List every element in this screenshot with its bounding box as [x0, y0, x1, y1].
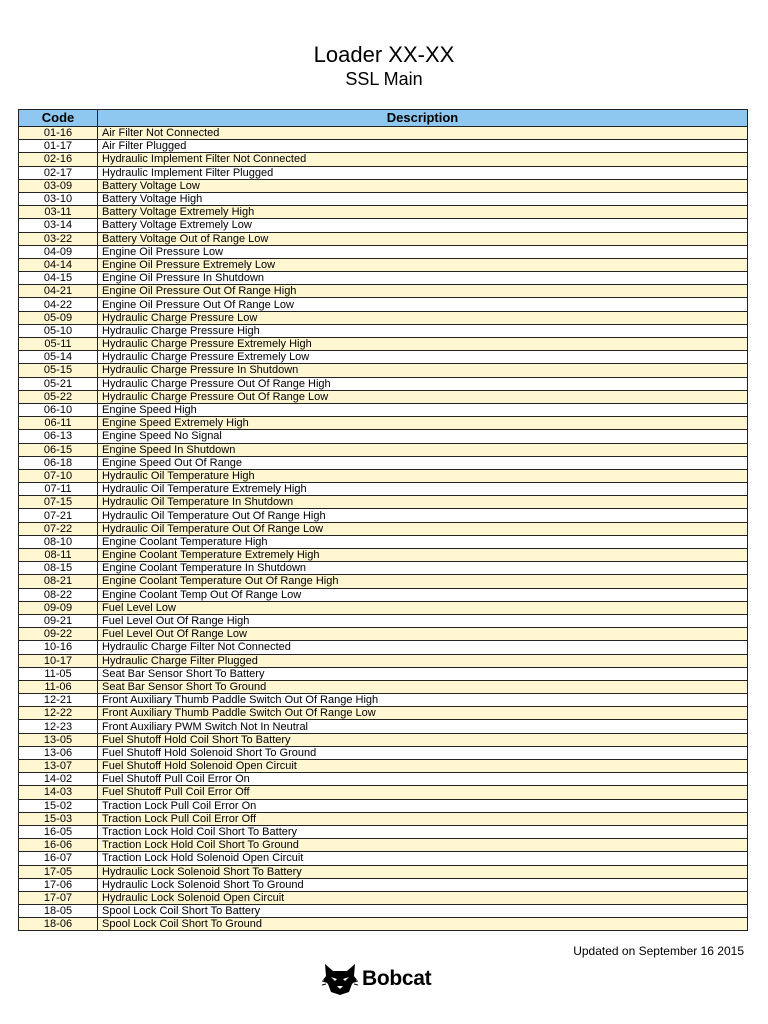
cell-code: 08-15 [19, 562, 98, 575]
cell-description: Engine Oil Pressure In Shutdown [98, 272, 748, 285]
table-row [19, 443, 748, 456]
table-row [19, 206, 748, 219]
cell-code: 02-16 [19, 153, 98, 166]
cell-code: 07-10 [19, 469, 98, 482]
cell-description: Engine Oil Pressure Extremely Low [98, 258, 748, 271]
cell-description: Front Auxiliary PWM Switch Not In Neutral [98, 720, 748, 733]
cell-code: 06-13 [19, 430, 98, 443]
table-row [19, 285, 748, 298]
table-row [19, 127, 748, 140]
cell-code: 05-11 [19, 338, 98, 351]
cell-description: Hydraulic Oil Temperature Extremely High [98, 483, 748, 496]
column-header-description: Description [98, 110, 748, 127]
cell-code: 05-14 [19, 351, 98, 364]
cell-description: Fuel Shutoff Hold Solenoid Short To Ground [98, 746, 748, 759]
cell-description: Front Auxiliary Thumb Paddle Switch Out Of Range Low [98, 707, 748, 720]
cell-description: Air Filter Plugged [98, 140, 748, 153]
cell-code: 07-11 [19, 483, 98, 496]
table-row [19, 364, 748, 377]
cell-code: 17-06 [19, 878, 98, 891]
cell-code: 14-02 [19, 773, 98, 786]
cell-code: 05-15 [19, 364, 98, 377]
cell-description: Hydraulic Oil Temperature Out Of Range Low [98, 522, 748, 535]
cell-code: 06-18 [19, 456, 98, 469]
table-row [19, 878, 748, 891]
cell-code: 09-09 [19, 601, 98, 614]
cell-description: Engine Coolant Temperature Out Of Range High [98, 575, 748, 588]
table-row [19, 680, 748, 693]
cell-code: 13-05 [19, 733, 98, 746]
cell-description: Battery Voltage Extremely Low [98, 219, 748, 232]
cell-description: Hydraulic Charge Pressure Out Of Range Low [98, 390, 748, 403]
cell-code: 15-03 [19, 812, 98, 825]
table-row [19, 812, 748, 825]
cell-code: 06-15 [19, 443, 98, 456]
cell-description: Hydraulic Charge Pressure In Shutdown [98, 364, 748, 377]
cell-description: Fuel Level Low [98, 601, 748, 614]
cell-code: 05-09 [19, 311, 98, 324]
table-row [19, 839, 748, 852]
table-row [19, 456, 748, 469]
cell-description: Engine Oil Pressure Low [98, 245, 748, 258]
cell-description: Engine Speed No Signal [98, 430, 748, 443]
table-row [19, 298, 748, 311]
table-row [19, 179, 748, 192]
table-row [19, 562, 748, 575]
cell-description: Engine Speed Out Of Range [98, 456, 748, 469]
table-row [19, 430, 748, 443]
cell-description: Engine Coolant Temperature Extremely High [98, 549, 748, 562]
table-row [19, 272, 748, 285]
table-row [19, 338, 748, 351]
cell-code: 18-06 [19, 918, 98, 931]
table-row [19, 324, 748, 337]
cell-description: Engine Speed Extremely High [98, 417, 748, 430]
cell-code: 16-07 [19, 852, 98, 865]
cell-description: Front Auxiliary Thumb Paddle Switch Out Of Range High [98, 694, 748, 707]
table-row [19, 641, 748, 654]
cell-code: 07-22 [19, 522, 98, 535]
table-row [19, 918, 748, 931]
cell-description: Fuel Shutoff Hold Coil Short To Battery [98, 733, 748, 746]
cell-code: 10-17 [19, 654, 98, 667]
cell-code: 10-16 [19, 641, 98, 654]
cell-code: 03-14 [19, 219, 98, 232]
bobcat-head-icon [322, 962, 358, 996]
cell-description: Hydraulic Implement Filter Not Connected [98, 153, 748, 166]
table-row [19, 469, 748, 482]
table-row [19, 773, 748, 786]
table-row [19, 588, 748, 601]
cell-description: Battery Voltage Out of Range Low [98, 232, 748, 245]
cell-code: 03-22 [19, 232, 98, 245]
cell-code: 05-21 [19, 377, 98, 390]
cell-code: 13-06 [19, 746, 98, 759]
cell-code: 15-02 [19, 799, 98, 812]
table-row [19, 733, 748, 746]
table-row [19, 760, 748, 773]
cell-code: 05-10 [19, 324, 98, 337]
cell-description: Engine Coolant Temp Out Of Range Low [98, 588, 748, 601]
table-row [19, 232, 748, 245]
cell-description: Engine Speed In Shutdown [98, 443, 748, 456]
cell-code: 06-11 [19, 417, 98, 430]
cell-code: 14-03 [19, 786, 98, 799]
table-row [19, 522, 748, 535]
cell-description: Hydraulic Oil Temperature High [98, 469, 748, 482]
cell-code: 09-22 [19, 628, 98, 641]
table-row [19, 825, 748, 838]
cell-code: 12-23 [19, 720, 98, 733]
cell-code: 07-21 [19, 509, 98, 522]
table-row [19, 549, 748, 562]
table-row [19, 891, 748, 904]
cell-description: Traction Lock Pull Coil Error On [98, 799, 748, 812]
cell-description: Hydraulic Lock Solenoid Short To Ground [98, 878, 748, 891]
cell-code: 03-11 [19, 206, 98, 219]
table-row [19, 192, 748, 205]
cell-code: 04-21 [19, 285, 98, 298]
cell-code: 03-09 [19, 179, 98, 192]
table-row [19, 575, 748, 588]
table-row [19, 417, 748, 430]
fault-code-table [18, 109, 748, 931]
brand-logo [322, 962, 431, 996]
table-row [19, 390, 748, 403]
cell-code: 12-21 [19, 694, 98, 707]
table-row [19, 140, 748, 153]
table-row [19, 746, 748, 759]
cell-description: Traction Lock Hold Coil Short To Battery [98, 825, 748, 838]
cell-description: Engine Coolant Temperature High [98, 535, 748, 548]
cell-code: 09-21 [19, 614, 98, 627]
updated-date: Updated on September 16 2015 [573, 944, 744, 958]
table-row [19, 601, 748, 614]
cell-code: 03-10 [19, 192, 98, 205]
cell-description: Hydraulic Charge Filter Plugged [98, 654, 748, 667]
table-row [19, 245, 748, 258]
cell-description: Fuel Shutoff Pull Coil Error On [98, 773, 748, 786]
cell-description: Hydraulic Charge Pressure Extremely Low [98, 351, 748, 364]
cell-description: Hydraulic Charge Pressure Low [98, 311, 748, 324]
cell-description: Air Filter Not Connected [98, 127, 748, 140]
table-row [19, 351, 748, 364]
table-row [19, 483, 748, 496]
cell-code: 04-09 [19, 245, 98, 258]
table-row [19, 865, 748, 878]
table-row [19, 311, 748, 324]
cell-code: 05-22 [19, 390, 98, 403]
cell-code: 04-22 [19, 298, 98, 311]
table-row [19, 654, 748, 667]
table-body [19, 127, 748, 931]
table-row [19, 667, 748, 680]
cell-code: 18-05 [19, 905, 98, 918]
cell-description: Fuel Level Out Of Range High [98, 614, 748, 627]
cell-code: 04-14 [19, 258, 98, 271]
cell-code: 08-10 [19, 535, 98, 548]
cell-description: Battery Voltage Extremely High [98, 206, 748, 219]
cell-code: 16-05 [19, 825, 98, 838]
table-row [19, 377, 748, 390]
cell-code: 01-17 [19, 140, 98, 153]
cell-description: Hydraulic Lock Solenoid Short To Battery [98, 865, 748, 878]
cell-description: Spool Lock Coil Short To Ground [98, 918, 748, 931]
table-row [19, 720, 748, 733]
cell-description: Engine Speed High [98, 403, 748, 416]
cell-description: Traction Lock Hold Solenoid Open Circuit [98, 852, 748, 865]
table-row [19, 905, 748, 918]
cell-description: Hydraulic Lock Solenoid Open Circuit [98, 891, 748, 904]
table-row [19, 258, 748, 271]
cell-description: Hydraulic Charge Pressure High [98, 324, 748, 337]
cell-code: 04-15 [19, 272, 98, 285]
cell-code: 17-05 [19, 865, 98, 878]
cell-description: Hydraulic Oil Temperature In Shutdown [98, 496, 748, 509]
page-title: Loader XX-XX [313, 42, 455, 67]
cell-code: 11-06 [19, 680, 98, 693]
table-row [19, 509, 748, 522]
table-row [19, 628, 748, 641]
cell-code: 17-07 [19, 891, 98, 904]
cell-code: 01-16 [19, 127, 98, 140]
cell-code: 08-11 [19, 549, 98, 562]
cell-description: Engine Oil Pressure Out Of Range Low [98, 298, 748, 311]
cell-description: Fuel Shutoff Hold Solenoid Open Circuit [98, 760, 748, 773]
cell-code: 12-22 [19, 707, 98, 720]
table-row [19, 219, 748, 232]
cell-description: Hydraulic Charge Pressure Out Of Range High [98, 377, 748, 390]
table-row [19, 694, 748, 707]
cell-description: Traction Lock Hold Coil Short To Ground [98, 839, 748, 852]
cell-description: Fuel Level Out Of Range Low [98, 628, 748, 641]
cell-code: 07-15 [19, 496, 98, 509]
cell-description: Spool Lock Coil Short To Battery [98, 905, 748, 918]
table-row [19, 403, 748, 416]
cell-description: Hydraulic Charge Pressure Extremely High [98, 338, 748, 351]
page-subtitle: SSL Main [345, 69, 423, 89]
table-header-row [19, 110, 748, 127]
table-row [19, 166, 748, 179]
cell-code: 16-06 [19, 839, 98, 852]
cell-description: Seat Bar Sensor Short To Battery [98, 667, 748, 680]
cell-description: Traction Lock Pull Coil Error Off [98, 812, 748, 825]
cell-description: Hydraulic Charge Filter Not Connected [98, 641, 748, 654]
table-row [19, 535, 748, 548]
table-row [19, 614, 748, 627]
table-row [19, 707, 748, 720]
cell-description: Fuel Shutoff Pull Coil Error Off [98, 786, 748, 799]
table-row [19, 799, 748, 812]
cell-description: Hydraulic Implement Filter Plugged [98, 166, 748, 179]
cell-description: Engine Coolant Temperature In Shutdown [98, 562, 748, 575]
column-header-code: Code [19, 110, 98, 127]
cell-code: 06-10 [19, 403, 98, 416]
cell-code: 02-17 [19, 166, 98, 179]
table-row [19, 852, 748, 865]
cell-code: 11-05 [19, 667, 98, 680]
cell-description: Engine Oil Pressure Out Of Range High [98, 285, 748, 298]
cell-code: 08-21 [19, 575, 98, 588]
table-row [19, 496, 748, 509]
table-row [19, 153, 748, 166]
cell-description: Battery Voltage High [98, 192, 748, 205]
cell-code: 13-07 [19, 760, 98, 773]
brand-name: Bobcat [362, 967, 432, 990]
cell-description: Seat Bar Sensor Short To Ground [98, 680, 748, 693]
cell-description: Battery Voltage Low [98, 179, 748, 192]
cell-description: Hydraulic Oil Temperature Out Of Range High [98, 509, 748, 522]
cell-code: 08-22 [19, 588, 98, 601]
table-row [19, 786, 748, 799]
